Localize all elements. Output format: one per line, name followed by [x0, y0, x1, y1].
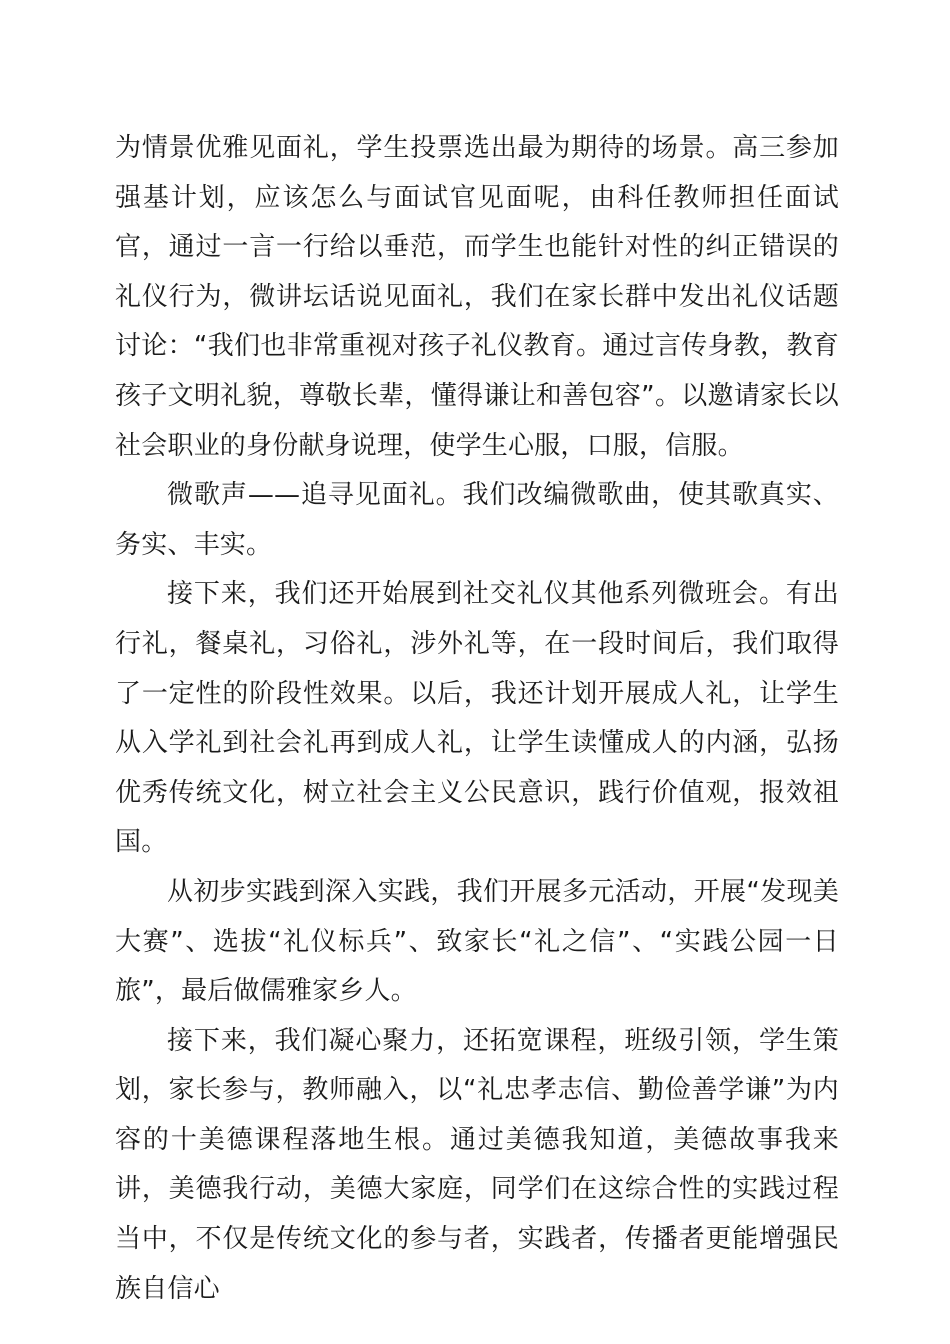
- paragraph-5: 接下来，我们凝心聚力，还拓宽课程，班级引领，学生策划，家长参与，教师融入，以“礼忠孝志信、勤俭善学谦”为内容的十美德课程落地生根。通过美德我知道，美德故事我来讲，美德我行动，美德大家庭，同学们在这综合性的实践过程当中，不仅是传统文化的参与者，实践者，传播者更能增强民族自信心: [115, 1025, 839, 1304]
- paragraph-2: 微歌声——追寻见面礼。我们改编微歌曲，使其歌真实、务实、丰实。: [115, 480, 839, 560]
- paragraph-1: 为情景优雅见面礼，学生投票选出最为期待的场景。高三参加强基计划，应该怎么与面试官见面呢，由科任教师担任面试官，通过一言一行给以垂范，而学生也能针对性的纠正错误的礼仪行为，微讲坛话说见面礼，我们在家长群中发出礼仪话题讨论：“我们也非常重视对孩子礼仪教育。通过言传身教，教育孩子文明礼貌，尊敬长辈，懂得谦让和善包容”。以邀请家长以社会职业的身份献身说理，使学生心服，口服，信服。: [115, 133, 839, 461]
- paragraph-3: 接下来，我们还开始展到社交礼仪其他系列微班会。有出行礼，餐桌礼，习俗礼，涉外礼等，在一段时间后，我们取得了一定性的阶段性效果。以后，我还计划开展成人礼，让学生从入学礼到社会礼再到成人礼，让学生读懂成人的内涵，弘扬优秀传统文化，树立社会主义公民意识，践行价值观，报效祖国。: [115, 579, 839, 858]
- body-text: [115, 124, 839, 1314]
- paragraph-4: 从初步实践到深入实践，我们开展多元活动，开展“发现美大赛”、选拔“礼仪标兵”、致家长“礼之信”、“实践公园一日旅”，最后做儒雅家乡人。: [115, 876, 839, 1007]
